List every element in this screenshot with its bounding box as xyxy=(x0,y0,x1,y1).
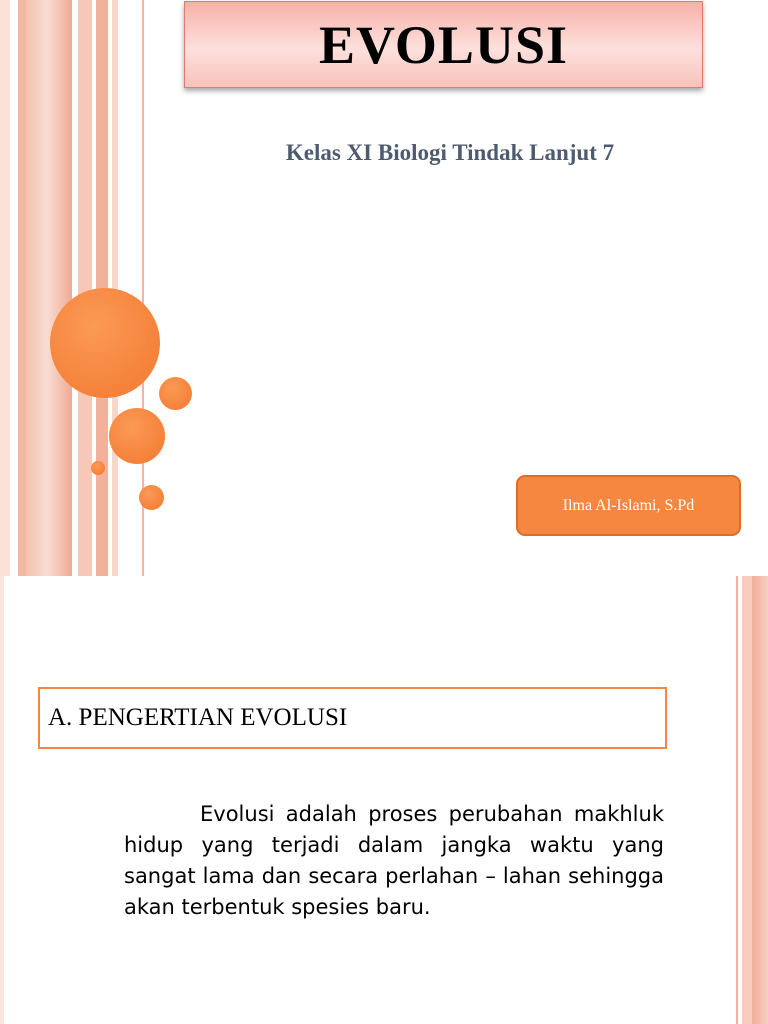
decorative-stripe xyxy=(0,576,4,1024)
title-box xyxy=(184,1,703,88)
section-heading: A. PENGERTIAN EVOLUSI xyxy=(48,704,348,731)
decorative-circle-tiny xyxy=(91,461,105,475)
definition-slide xyxy=(0,576,768,1024)
decorative-stripe xyxy=(736,576,738,1024)
decorative-stripe xyxy=(752,576,768,1024)
decorative-circle-small xyxy=(159,377,192,410)
decorative-circle-medium xyxy=(109,408,165,464)
author-box xyxy=(516,475,741,536)
author-name: Ilma Al-Islami, S.Pd xyxy=(562,496,695,514)
definition-paragraph: Evolusi adalah proses perubahan makhluk hidup yang terjadi dalam jangka waktu yang sangat lama dan secara perlahan – lahan sehingga akan terbentuk spesies baru. xyxy=(124,802,664,919)
decorative-stripe xyxy=(26,0,72,576)
slide-subtitle: Kelas XI Biologi Tindak Lanjut 7 xyxy=(285,140,615,165)
slide-title: EVOLUSI xyxy=(319,14,568,75)
decorative-stripe xyxy=(18,0,26,576)
decorative-stripe xyxy=(78,0,92,576)
section-heading-box xyxy=(38,687,667,749)
decorative-stripe xyxy=(0,0,10,576)
decorative-circle-large xyxy=(50,288,160,398)
decorative-stripe xyxy=(742,576,752,1024)
decorative-circle-small xyxy=(139,485,164,510)
